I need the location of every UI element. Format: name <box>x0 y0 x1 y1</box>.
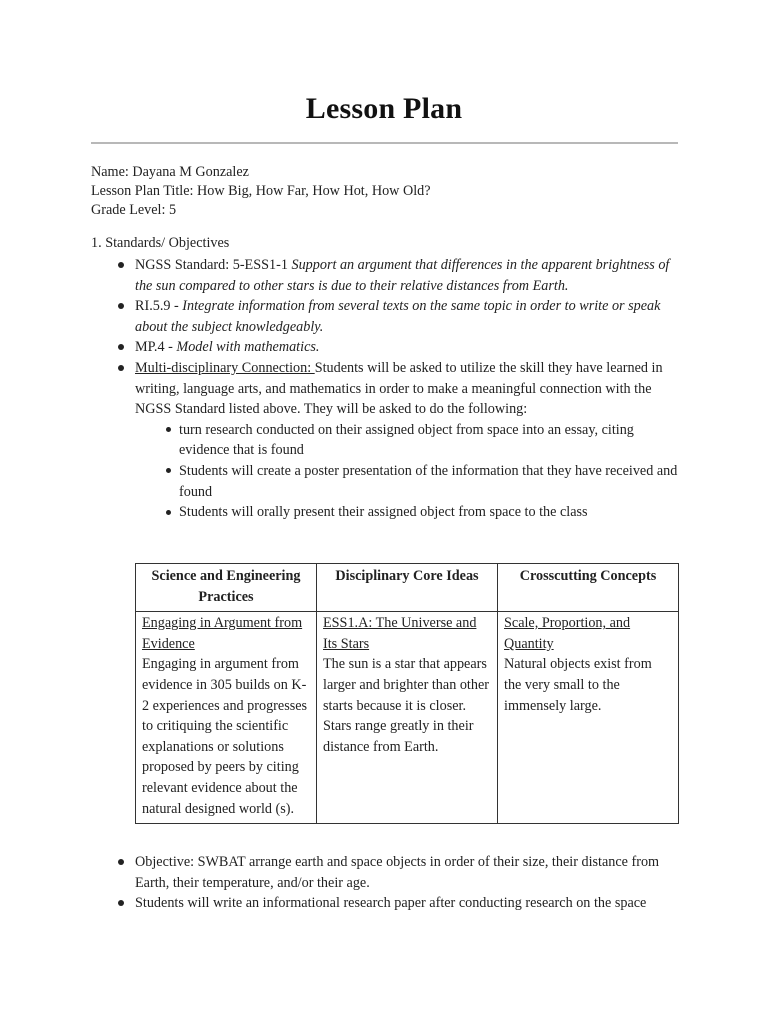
standards-list <box>135 255 680 523</box>
cell-heading: Engaging in Argument from Evidence <box>142 615 303 652</box>
list-item-ri: RI.5.9 - Integrate information from several texts on the same topic in order to write or speak about the subject knowledgeably. <box>135 296 680 337</box>
cell-heading: Scale, Proportion, and Quantity <box>504 615 631 652</box>
list-item-multidisciplinary: Multi-disciplinary Connection: Students will be asked to utilize the skill they have learned in writing, language arts, and mathematics in order to make a meaningful connection with the NGSS Standard listed above. They will be asked to do the following: turn research conducted on their assigned object from space into an essay, citing evidence that is found Students will create a poster presentation of the information that they have received and found Students will orally present their assigned object from space to the class <box>135 358 680 523</box>
page-title: Lesson Plan <box>305 92 463 125</box>
lesson-plan-title: Lesson Plan Title: How Big, How Far, How Hot, How Old? <box>91 183 431 199</box>
table-header-core-ideas: Disciplinary Core Ideas <box>317 564 498 612</box>
grade-level: Grade Level: 5 <box>91 202 177 218</box>
table-cell-crosscutting <box>498 612 679 824</box>
author-name: Name: Dayana M Gonzalez <box>91 164 249 180</box>
table-header-row <box>136 564 679 612</box>
standards-table <box>135 563 679 824</box>
list-item-objective: Objective: SWBAT arrange earth and space objects in order of their size, their distance from Earth, their temperature, and/or their age. <box>135 852 680 893</box>
table-cell-core-ideas <box>317 612 498 824</box>
table-row <box>136 612 679 824</box>
cell-body: The sun is a star that appears larger and brighter than other starts because it is closer. Stars range greatly in their distance from Earth. <box>323 656 489 755</box>
list-item-ngss: NGSS Standard: 5-ESS1-1 Support an argument that differences in the apparent brightness of the sun compared to other stars is due to their relative distances from Earth. <box>135 255 680 296</box>
cell-body: Natural objects exist from the very small to the immensely large. <box>504 656 652 714</box>
objectives-list <box>135 852 680 914</box>
section-standards-heading: 1. Standards/ Objectives <box>91 235 230 251</box>
list-item-objective: Students will write an informational research paper after conducting research on the space <box>135 893 680 914</box>
cell-heading: ESS1.A: The Universe and Its Stars <box>323 615 477 652</box>
sub-list-item: Students will create a poster presentation of the information that they have received and found <box>179 461 680 502</box>
table-header-practices: Science and Engineering Practices <box>136 564 317 612</box>
sub-list-item: Students will orally present their assigned object from space to the class <box>179 502 680 523</box>
sub-list-item: turn research conducted on their assigned object from space into an essay, citing evidence that is found <box>179 420 680 461</box>
activities-sublist <box>135 420 680 523</box>
title-divider <box>91 142 678 144</box>
cell-body: Engaging in argument from evidence in 305 builds on K-2 experiences and progresses to critiquing the scientific explanations or solutions proposed by peers by citing relevant evidence about the natural designed world (s). <box>142 656 308 817</box>
table-header-crosscutting: Crosscutting Concepts <box>498 564 679 612</box>
table-cell-practices <box>136 612 317 824</box>
list-item-mp: MP.4 - Model with mathematics. <box>135 337 680 358</box>
lesson-meta <box>91 163 431 220</box>
